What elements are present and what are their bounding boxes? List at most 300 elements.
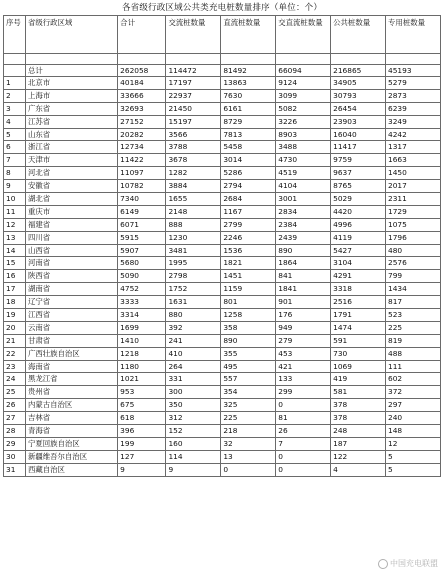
total-label: 总计	[25, 65, 117, 77]
cell-ac: 17197	[166, 77, 221, 90]
row-index: 27	[4, 412, 26, 425]
total-value: 114472	[166, 65, 221, 77]
cell-total: 5915	[118, 231, 166, 244]
table-row	[4, 77, 441, 90]
cell-dedicated: 1450	[386, 167, 441, 180]
table-row	[4, 128, 441, 141]
charging-pile-table	[3, 15, 441, 477]
cell-dedicated: 2576	[386, 257, 441, 270]
cell-dedicated: 1663	[386, 154, 441, 167]
cell-total: 4752	[118, 283, 166, 296]
row-region: 西藏自治区	[25, 463, 117, 476]
cell-dedicated: 240	[386, 412, 441, 425]
row-region: 辽宁省	[25, 296, 117, 309]
cell-public: 4996	[331, 218, 386, 231]
row-region: 湖北省	[25, 193, 117, 206]
cell-acdc: 4104	[276, 180, 331, 193]
cell-acdc: 133	[276, 373, 331, 386]
cell-acdc: 5082	[276, 102, 331, 115]
cell-total: 675	[118, 399, 166, 412]
cell-dedicated: 148	[386, 425, 441, 438]
cell-dedicated: 819	[386, 334, 441, 347]
wechat-icon	[378, 559, 388, 569]
cell-dedicated: 1434	[386, 283, 441, 296]
cell-public: 5029	[331, 193, 386, 206]
row-region: 江西省	[25, 309, 117, 322]
row-region: 山东省	[25, 128, 117, 141]
cell-dc: 2799	[221, 218, 276, 231]
cell-dc: 5286	[221, 167, 276, 180]
cell-acdc: 4730	[276, 154, 331, 167]
row-region: 陕西省	[25, 270, 117, 283]
cell-dc: 8729	[221, 115, 276, 128]
cell-dc: 32	[221, 437, 276, 450]
cell-total: 1699	[118, 321, 166, 334]
cell-total: 7340	[118, 193, 166, 206]
cell-acdc: 7	[276, 437, 331, 450]
header-dc: 直流桩数量	[221, 16, 276, 54]
cell-public: 378	[331, 412, 386, 425]
cell-total: 199	[118, 437, 166, 450]
row-region: 北京市	[25, 77, 117, 90]
cell-public: 378	[331, 399, 386, 412]
row-region: 重庆市	[25, 205, 117, 218]
cell-dc: 495	[221, 360, 276, 373]
cell-public: 2516	[331, 296, 386, 309]
cell-dc: 2246	[221, 231, 276, 244]
cell-acdc: 4519	[276, 167, 331, 180]
total-value: 66094	[276, 65, 331, 77]
cell-total: 40184	[118, 77, 166, 90]
cell-total: 618	[118, 412, 166, 425]
cell-total: 33666	[118, 89, 166, 102]
table-row	[4, 244, 441, 257]
cell-ac: 3566	[166, 128, 221, 141]
row-region: 新疆维吾尔自治区	[25, 450, 117, 463]
row-region: 甘肃省	[25, 334, 117, 347]
cell-ac: 1230	[166, 231, 221, 244]
cell-ac: 264	[166, 360, 221, 373]
cell-dedicated: 372	[386, 386, 441, 399]
cell-dc: 1258	[221, 309, 276, 322]
row-index: 17	[4, 283, 26, 296]
header-dedicated: 专用桩数量	[386, 16, 441, 54]
table-row	[4, 296, 441, 309]
cell-dc: 2794	[221, 180, 276, 193]
cell-total: 3314	[118, 309, 166, 322]
cell-dc: 1821	[221, 257, 276, 270]
table-row	[4, 89, 441, 102]
table-row	[4, 360, 441, 373]
cell-dedicated: 225	[386, 321, 441, 334]
cell-acdc: 0	[276, 399, 331, 412]
row-index: 30	[4, 450, 26, 463]
cell-acdc: 8903	[276, 128, 331, 141]
cell-dc: 358	[221, 321, 276, 334]
cell-total: 11422	[118, 154, 166, 167]
row-region: 宁夏回族自治区	[25, 437, 117, 450]
cell-dedicated: 5	[386, 450, 441, 463]
row-region: 云南省	[25, 321, 117, 334]
cell-dc: 13	[221, 450, 276, 463]
cell-dedicated: 4242	[386, 128, 441, 141]
table-row	[4, 334, 441, 347]
cell-public: 4	[331, 463, 386, 476]
header-public: 公共桩数量	[331, 16, 386, 54]
table-row	[4, 373, 441, 386]
cell-public: 3318	[331, 283, 386, 296]
cell-public: 4291	[331, 270, 386, 283]
blank-cell	[166, 54, 221, 65]
cell-public: 122	[331, 450, 386, 463]
cell-dc: 0	[221, 463, 276, 476]
row-index: 23	[4, 360, 26, 373]
row-index: 4	[4, 115, 26, 128]
table-row	[4, 321, 441, 334]
row-index: 31	[4, 463, 26, 476]
cell-public: 23903	[331, 115, 386, 128]
cell-dc: 225	[221, 412, 276, 425]
cell-acdc: 26	[276, 425, 331, 438]
cell-total: 6071	[118, 218, 166, 231]
row-index: 18	[4, 296, 26, 309]
cell-total: 10782	[118, 180, 166, 193]
row-region: 山西省	[25, 244, 117, 257]
total-value: 262058	[118, 65, 166, 77]
cell-dc: 13863	[221, 77, 276, 90]
row-index: 10	[4, 193, 26, 206]
cell-total: 127	[118, 450, 166, 463]
table-row	[4, 399, 441, 412]
cell-ac: 241	[166, 334, 221, 347]
cell-total: 1218	[118, 347, 166, 360]
cell-total: 20282	[118, 128, 166, 141]
table-row	[4, 437, 441, 450]
cell-dedicated: 297	[386, 399, 441, 412]
page-title: 各省级行政区域公共类充电桩数量排序（单位：个）	[121, 3, 323, 13]
cell-public: 16040	[331, 128, 386, 141]
cell-ac: 3678	[166, 154, 221, 167]
cell-public: 9637	[331, 167, 386, 180]
cell-ac: 22937	[166, 89, 221, 102]
cell-dc: 1167	[221, 205, 276, 218]
row-index: 24	[4, 373, 26, 386]
row-index: 15	[4, 257, 26, 270]
blank-cell	[276, 54, 331, 65]
cell-total: 12734	[118, 141, 166, 154]
total-value: 45193	[386, 65, 441, 77]
cell-public: 730	[331, 347, 386, 360]
table-row	[4, 115, 441, 128]
cell-public: 187	[331, 437, 386, 450]
cell-acdc: 81	[276, 412, 331, 425]
row-region: 广东省	[25, 102, 117, 115]
cell-public: 30793	[331, 89, 386, 102]
cell-ac: 2148	[166, 205, 221, 218]
cell-acdc: 949	[276, 321, 331, 334]
header-total: 合计	[118, 16, 166, 54]
row-index: 20	[4, 321, 26, 334]
watermark	[378, 558, 438, 569]
cell-dc: 801	[221, 296, 276, 309]
table-row	[4, 193, 441, 206]
table-row	[4, 257, 441, 270]
cell-dedicated: 3249	[386, 115, 441, 128]
header-ac: 交流桩数量	[166, 16, 221, 54]
row-region: 江苏省	[25, 115, 117, 128]
cell-public: 581	[331, 386, 386, 399]
cell-ac: 9	[166, 463, 221, 476]
row-index: 14	[4, 244, 26, 257]
table-row	[4, 205, 441, 218]
row-region: 青海省	[25, 425, 117, 438]
cell-public: 1474	[331, 321, 386, 334]
row-index: 2	[4, 89, 26, 102]
cell-dedicated: 5279	[386, 77, 441, 90]
row-index: 28	[4, 425, 26, 438]
cell-ac: 880	[166, 309, 221, 322]
cell-public: 248	[331, 425, 386, 438]
cell-total: 1021	[118, 373, 166, 386]
table-row	[4, 283, 441, 296]
row-index: 8	[4, 167, 26, 180]
cell-dedicated: 1317	[386, 141, 441, 154]
cell-acdc: 3488	[276, 141, 331, 154]
cell-acdc: 1864	[276, 257, 331, 270]
cell-acdc: 841	[276, 270, 331, 283]
header-region: 省级行政区域	[25, 16, 117, 54]
cell-dc: 218	[221, 425, 276, 438]
cell-acdc: 890	[276, 244, 331, 257]
cell-ac: 3481	[166, 244, 221, 257]
cell-acdc: 3226	[276, 115, 331, 128]
blank-cell	[386, 54, 441, 65]
cell-public: 1791	[331, 309, 386, 322]
row-region: 海南省	[25, 360, 117, 373]
cell-dedicated: 12	[386, 437, 441, 450]
row-region: 天津市	[25, 154, 117, 167]
cell-acdc: 279	[276, 334, 331, 347]
cell-dedicated: 817	[386, 296, 441, 309]
cell-dc: 1159	[221, 283, 276, 296]
cell-total: 27152	[118, 115, 166, 128]
cell-dc: 7630	[221, 89, 276, 102]
cell-dc: 1451	[221, 270, 276, 283]
cell-public: 419	[331, 373, 386, 386]
table-row	[4, 450, 441, 463]
blank-cell	[118, 54, 166, 65]
cell-public: 5427	[331, 244, 386, 257]
cell-dc: 557	[221, 373, 276, 386]
row-region: 贵州省	[25, 386, 117, 399]
row-index: 6	[4, 141, 26, 154]
cell-dedicated: 1729	[386, 205, 441, 218]
cell-dc: 2684	[221, 193, 276, 206]
cell-public: 4119	[331, 231, 386, 244]
table-row	[4, 102, 441, 115]
row-index: 26	[4, 399, 26, 412]
row-region: 四川省	[25, 231, 117, 244]
cell-ac: 21450	[166, 102, 221, 115]
cell-total: 9	[118, 463, 166, 476]
total-idx-cell	[4, 65, 26, 77]
header-acdc: 交直流桩数量	[276, 16, 331, 54]
cell-dc: 5458	[221, 141, 276, 154]
table-row	[4, 425, 441, 438]
row-region: 福建省	[25, 218, 117, 231]
cell-total: 5680	[118, 257, 166, 270]
cell-acdc: 3099	[276, 89, 331, 102]
cell-ac: 160	[166, 437, 221, 450]
cell-dc: 354	[221, 386, 276, 399]
blank-row	[4, 54, 441, 65]
row-region: 上海市	[25, 89, 117, 102]
row-region: 广西壮族自治区	[25, 347, 117, 360]
cell-acdc: 1841	[276, 283, 331, 296]
cell-ac: 888	[166, 218, 221, 231]
table-row	[4, 270, 441, 283]
table-row	[4, 231, 441, 244]
table-row	[4, 154, 441, 167]
cell-ac: 1752	[166, 283, 221, 296]
cell-acdc: 421	[276, 360, 331, 373]
cell-dedicated: 2017	[386, 180, 441, 193]
cell-ac: 2798	[166, 270, 221, 283]
row-index: 3	[4, 102, 26, 115]
cell-dc: 7813	[221, 128, 276, 141]
blank-cell	[221, 54, 276, 65]
cell-dedicated: 6239	[386, 102, 441, 115]
row-region: 河南省	[25, 257, 117, 270]
cell-ac: 1282	[166, 167, 221, 180]
row-region: 安徽省	[25, 180, 117, 193]
total-row	[4, 65, 441, 77]
cell-ac: 3788	[166, 141, 221, 154]
cell-ac: 410	[166, 347, 221, 360]
cell-public: 3104	[331, 257, 386, 270]
cell-total: 396	[118, 425, 166, 438]
cell-total: 1410	[118, 334, 166, 347]
row-index: 19	[4, 309, 26, 322]
cell-dc: 6161	[221, 102, 276, 115]
cell-acdc: 299	[276, 386, 331, 399]
cell-acdc: 3001	[276, 193, 331, 206]
header-idx: 序号	[4, 16, 26, 54]
table-row	[4, 412, 441, 425]
cell-dedicated: 2873	[386, 89, 441, 102]
cell-acdc: 2834	[276, 205, 331, 218]
cell-acdc: 2384	[276, 218, 331, 231]
cell-acdc: 453	[276, 347, 331, 360]
row-region: 黑龙江省	[25, 373, 117, 386]
cell-ac: 1631	[166, 296, 221, 309]
row-index: 16	[4, 270, 26, 283]
cell-ac: 300	[166, 386, 221, 399]
cell-ac: 3884	[166, 180, 221, 193]
cell-acdc: 0	[276, 450, 331, 463]
cell-public: 34905	[331, 77, 386, 90]
cell-public: 9759	[331, 154, 386, 167]
cell-dedicated: 111	[386, 360, 441, 373]
cell-dc: 1536	[221, 244, 276, 257]
row-index: 12	[4, 218, 26, 231]
blank-cell	[331, 54, 386, 65]
cell-dedicated: 5	[386, 463, 441, 476]
cell-acdc: 2439	[276, 231, 331, 244]
row-region: 吉林省	[25, 412, 117, 425]
cell-public: 591	[331, 334, 386, 347]
total-value: 81492	[221, 65, 276, 77]
row-region: 浙江省	[25, 141, 117, 154]
cell-ac: 15197	[166, 115, 221, 128]
cell-total: 953	[118, 386, 166, 399]
table-row	[4, 463, 441, 476]
cell-ac: 114	[166, 450, 221, 463]
cell-acdc: 0	[276, 463, 331, 476]
cell-dedicated: 602	[386, 373, 441, 386]
cell-dc: 3014	[221, 154, 276, 167]
cell-dedicated: 523	[386, 309, 441, 322]
cell-ac: 152	[166, 425, 221, 438]
row-index: 9	[4, 180, 26, 193]
cell-total: 5090	[118, 270, 166, 283]
cell-public: 1069	[331, 360, 386, 373]
cell-acdc: 176	[276, 309, 331, 322]
cell-dedicated: 799	[386, 270, 441, 283]
table-row	[4, 386, 441, 399]
cell-dc: 890	[221, 334, 276, 347]
cell-ac: 1655	[166, 193, 221, 206]
cell-public: 26454	[331, 102, 386, 115]
cell-total: 32693	[118, 102, 166, 115]
table-row	[4, 180, 441, 193]
cell-dedicated: 488	[386, 347, 441, 360]
row-index: 25	[4, 386, 26, 399]
blank-cell	[25, 54, 117, 65]
cell-public: 8765	[331, 180, 386, 193]
cell-total: 3333	[118, 296, 166, 309]
cell-dedicated: 1075	[386, 218, 441, 231]
table-row	[4, 309, 441, 322]
cell-dc: 355	[221, 347, 276, 360]
cell-total: 1180	[118, 360, 166, 373]
blank-cell	[4, 54, 26, 65]
cell-total: 11097	[118, 167, 166, 180]
row-index: 1	[4, 77, 26, 90]
cell-ac: 350	[166, 399, 221, 412]
cell-ac: 1995	[166, 257, 221, 270]
table-row	[4, 218, 441, 231]
row-index: 13	[4, 231, 26, 244]
row-index: 21	[4, 334, 26, 347]
cell-ac: 392	[166, 321, 221, 334]
cell-dc: 325	[221, 399, 276, 412]
cell-ac: 312	[166, 412, 221, 425]
table-row	[4, 141, 441, 154]
watermark-text: 中国充电联盟	[390, 559, 438, 568]
cell-dedicated: 480	[386, 244, 441, 257]
table-row	[4, 167, 441, 180]
row-index: 5	[4, 128, 26, 141]
row-region: 内蒙古自治区	[25, 399, 117, 412]
row-region: 河北省	[25, 167, 117, 180]
cell-dedicated: 1796	[386, 231, 441, 244]
cell-acdc: 9124	[276, 77, 331, 90]
row-index: 29	[4, 437, 26, 450]
cell-public: 11417	[331, 141, 386, 154]
header-row	[4, 16, 441, 54]
row-index: 7	[4, 154, 26, 167]
